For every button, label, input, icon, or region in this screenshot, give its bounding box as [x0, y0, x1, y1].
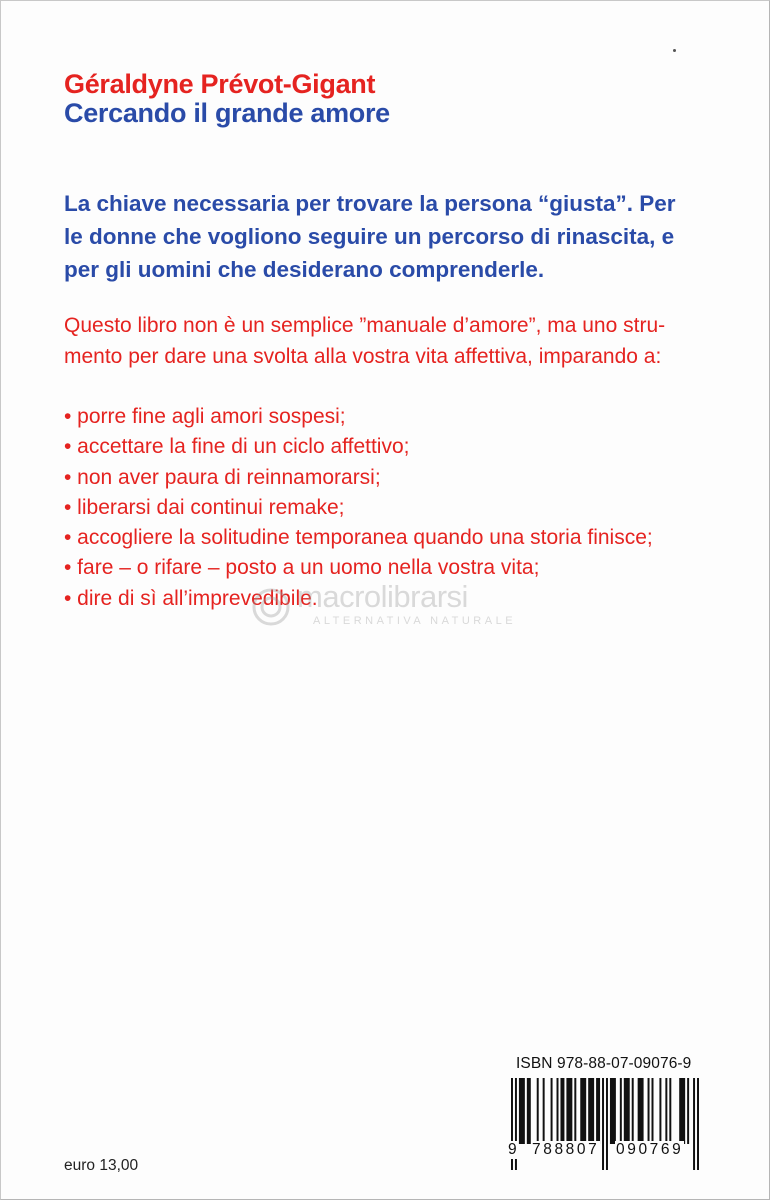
- barcode-guard-bar: [606, 1078, 608, 1170]
- barcode-bar: [659, 1078, 661, 1144]
- list-item: • dire di sì all’imprevedibile.: [64, 586, 318, 610]
- barcode-bar: [652, 1078, 654, 1144]
- barcode-bar: [632, 1078, 634, 1144]
- list-item: • porre fine agli amori sospesi;: [64, 405, 346, 428]
- barcode-bar: [687, 1078, 689, 1144]
- intro-line: per gli uomini che desiderano comprenderle.: [64, 257, 545, 282]
- list-item: • liberarsi dai continui remake;: [64, 495, 345, 519]
- barcode-bar: [588, 1078, 594, 1144]
- barcode-bar: [519, 1078, 525, 1144]
- barcode-bar: [679, 1078, 685, 1144]
- barcode-bar: [557, 1078, 559, 1144]
- list-item: • non aver paura di reinnamorarsi;: [64, 465, 381, 489]
- watermark-logo-icon: [251, 587, 291, 627]
- barcode-digit-right: 090769: [616, 1141, 684, 1158]
- barcode-bar: [580, 1078, 586, 1144]
- isbn-label: ISBN 978-88-07-09076-9: [516, 1055, 692, 1072]
- watermark-name: macrolibrarsi: [297, 579, 468, 614]
- intro-line: La chiave necessaria per trovare la persona “giusta”. Per: [64, 191, 676, 216]
- barcode-digit-first: 9: [508, 1141, 517, 1158]
- list-item: • accogliere la solitudine temporanea quando una storia finisce;: [64, 526, 653, 550]
- list-item: • fare – o rifare – posto a un uomo nella vostra vita;: [64, 556, 540, 580]
- barcode-bar: [620, 1078, 622, 1144]
- barcode-digit-left: 788807: [532, 1141, 600, 1158]
- print-dot: [673, 49, 676, 52]
- barcode-bar: [669, 1078, 671, 1144]
- barcode-bar: [610, 1078, 616, 1144]
- barcode-bar: [596, 1078, 600, 1144]
- barcode-bar: [665, 1078, 667, 1144]
- barcode-bar: [648, 1078, 650, 1144]
- barcode-bar: [551, 1078, 553, 1144]
- barcode-bar: [543, 1078, 545, 1144]
- barcode-bar: [624, 1078, 630, 1144]
- description-line: Questo libro non è un semplice ”manuale d’amore”, ma uno stru-: [64, 314, 666, 337]
- watermark-tagline: ALTERNATIVA NATURALE: [313, 615, 517, 627]
- barcode-guard-bar: [697, 1078, 699, 1170]
- barcode-bar: [527, 1078, 531, 1144]
- author-name: Géraldyne Prévot-Gigant: [64, 69, 376, 99]
- barcode-guard-bar: [602, 1078, 604, 1170]
- intro-line: le donne che vogliono seguire un percorso di rinascita, e: [64, 224, 675, 249]
- intro-paragraph: [64, 187, 704, 286]
- barcode-guard-bar: [693, 1078, 695, 1170]
- description-line: mento per dare una svolta alla vostra vita affettiva, imparando a:: [64, 345, 662, 368]
- barcode-bar: [537, 1078, 539, 1144]
- barcode-bar: [560, 1078, 564, 1144]
- watermark: [251, 579, 551, 629]
- barcode-bar: [574, 1078, 576, 1144]
- description-paragraph: [64, 310, 714, 372]
- book-title: Cercando il grande amore: [64, 98, 390, 128]
- barcode-bar: [638, 1078, 644, 1144]
- list-item: • accettare la fine di un ciclo affettivo;: [64, 435, 410, 459]
- price-label: euro 13,00: [64, 1157, 139, 1174]
- barcode-bar: [566, 1078, 572, 1144]
